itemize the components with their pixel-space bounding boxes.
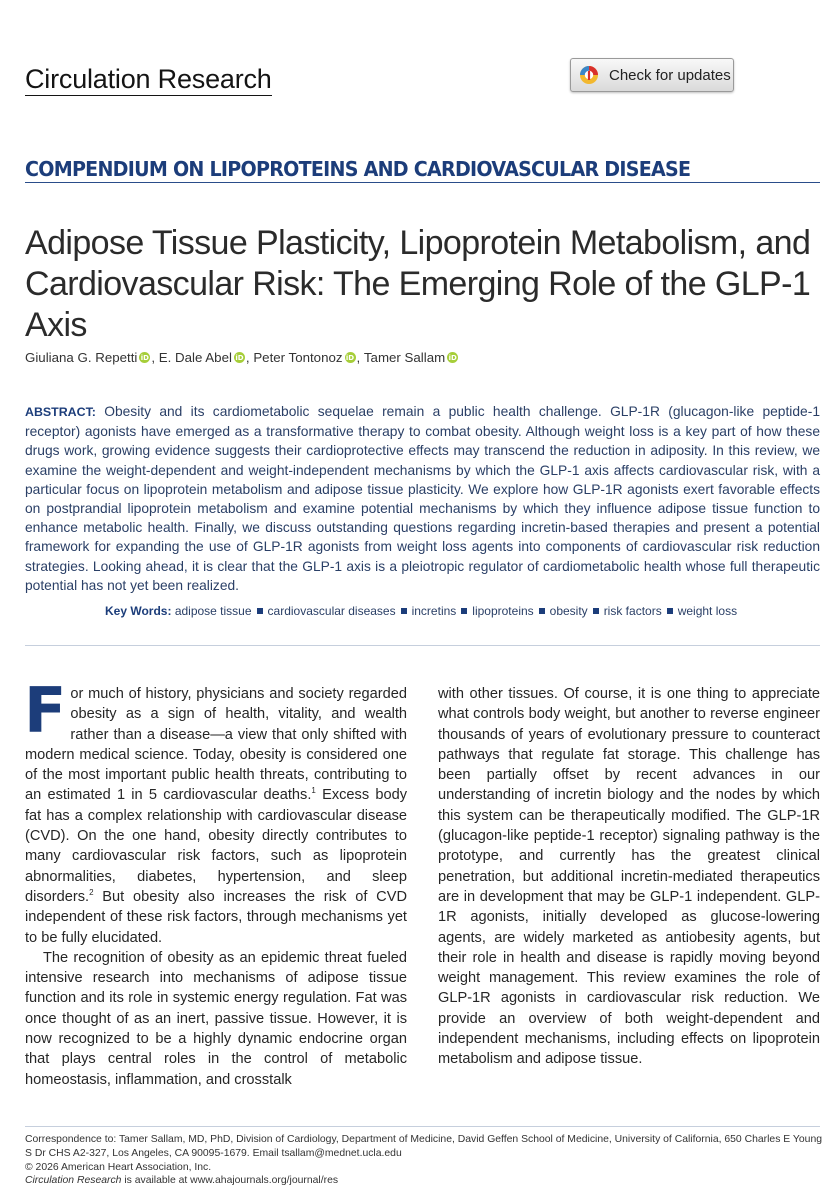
crossmark-icon bbox=[579, 65, 599, 85]
keyword[interactable]: lipoproteins bbox=[472, 604, 534, 618]
author-separator: , bbox=[356, 350, 364, 365]
bullet-square-icon bbox=[667, 608, 673, 614]
author-name[interactable]: Giuliana G. Repetti bbox=[25, 350, 138, 365]
body-column-right bbox=[438, 684, 820, 1070]
orcid-icon[interactable]: iD bbox=[448, 353, 457, 362]
copyright-note: © 2026 American Heart Association, Inc. bbox=[25, 1161, 212, 1173]
abstract-label: ABSTRACT: bbox=[25, 405, 96, 419]
bullet-square-icon bbox=[539, 608, 545, 614]
keyword[interactable]: weight loss bbox=[677, 604, 738, 618]
author-name[interactable]: E. Dale Abel bbox=[158, 350, 232, 365]
reference-link[interactable]: 2 bbox=[89, 888, 94, 898]
footer bbox=[25, 1133, 825, 1188]
author-separator: , bbox=[151, 350, 159, 365]
orcid-icon[interactable]: iD bbox=[345, 353, 355, 362]
header-divider bbox=[25, 182, 820, 183]
keyword[interactable]: risk factors bbox=[603, 604, 662, 618]
availability-note bbox=[25, 1174, 825, 1188]
journal-name[interactable]: Circulation Research bbox=[25, 64, 272, 94]
author-name[interactable]: Peter Tontonoz bbox=[253, 350, 343, 365]
body-paragraph: with other tissues. Of course, it is one thing to appreciate what controls body weight, but another to reverse engineer thousands of years of evolutionary pressure to counteract pathways that regulate fat storage. This challenge has been partially offset by recent advances in our understanding of incretin biology and the nodes by which this system can be therapeutically modified. The GLP-1R (glucagon-like peptide-1 receptor) signaling pathway is the prototype, and currently has the greatest clinical penetration, but additional incretin-mediated therapeutics are in development that may be GLP-1 independent. GLP-1R agonists, initially developed as glucose-lowering agents, are widely marketed as antiobesity agents, but their role in health and disease is rapidly moving beyond weight management. This review examines the role of GLP-1R agonists in cardiovascular risk reduction. We provide an overview of both weight-dependent and independent mechanisms, including effects on lipoprotein metabolism and adipose tissue. bbox=[438, 686, 820, 1068]
article-title: Adipose Tissue Plasticity, Lipoprotein Metabolism, and Cardiovascular Risk: The Emerging Role of the GLP-1 Axis bbox=[25, 223, 811, 344]
abstract bbox=[25, 402, 820, 595]
footer-divider bbox=[25, 1126, 820, 1127]
abstract-text: Obesity and its cardiometabolic sequelae remain a public health challenge. GLP-1R (glucagon-like peptide-1 receptor) agonists have emerged as a transformative therapy to combat obesity. Although weight loss is a key part of how these drugs work, growing evidence suggests their cardioprotective effects may transcend the reduction in adiposity. In this review, we examine the weight-dependent and weight-independent mechanisms by which the GLP-1 axis affects cardiovascular risk, with a particular focus on lipoprotein metabolism and adipose tissue plasticity. We explore how GLP-1R agonists exert favorable effects on postprandial lipoprotein metabolism and examine potential mechanisms by which they influence adipose tissue function to enhance metabolic health. Finally, we discuss outstanding questions regarding incretin-based therapies and present a potential framework for expanding the use of GLP-1R agonists from weight loss agents into components of cardiovascular risk reduction strategies. Looking ahead, it is clear that the GLP-1 axis is a pleiotropic regulator of cardiometabolic health whose full therapeutic potential has not yet been realized. bbox=[25, 404, 820, 593]
orcid-icon[interactable]: iD bbox=[235, 353, 244, 362]
author-name[interactable]: Tamer Sallam bbox=[363, 350, 446, 365]
paragraph-text: But obesity also increases the risk of CVD independent of these risk factors, through mechanisms yet to be fully elucidated. bbox=[25, 888, 407, 946]
section-divider bbox=[25, 645, 820, 646]
keyword[interactable]: incretins bbox=[411, 604, 457, 618]
paragraph-text: or much of history, physicians and society regarded obesity as a sign of health, vitality, and wealth rather than a disease—a view that only shifted with modern medical science. Today, obesity is considered one of the most important public health threats, contributing to an estimated 1 in 5 cardiovascular deaths. bbox=[25, 686, 407, 804]
bullet-square-icon bbox=[257, 608, 263, 614]
journal-name-italic: Circulation Research bbox=[25, 1175, 122, 1187]
intro-paragraph bbox=[24, 674, 407, 948]
keywords-label: Key Words: bbox=[105, 604, 172, 618]
keyword[interactable]: adipose tissue bbox=[174, 604, 252, 618]
correspondence-note: Correspondence to: Tamer Sallam, MD, PhD, Division of Cardiology, Department of Medicine, David Geffen School of Medicine, University of California, 650 Charles E Young S Dr CHS A2-327, Los Angeles, CA 90095-1679. Email tsallam@mednet.ucla.edu bbox=[25, 1134, 823, 1159]
orcid-icon[interactable]: iD bbox=[140, 353, 149, 362]
drop-cap: F bbox=[24, 674, 67, 747]
bullet-square-icon bbox=[401, 608, 407, 614]
compendium-heading: COMPENDIUM ON LIPOPROTEINS AND CARDIOVASCULAR DISEASE bbox=[25, 157, 691, 181]
paragraph-text: Excess body fat has a complex relationship with cardiovascular disease (CVD). On the one hand, obesity directly contributes to many cardiovascular risk factors, such as lipoprotein abnormalities, diabetes, hypertension, and sleep disorders. bbox=[25, 787, 407, 905]
author-separator: , bbox=[245, 350, 254, 365]
check-for-updates-label: Check for updates bbox=[609, 66, 731, 84]
keyword[interactable]: obesity bbox=[549, 604, 588, 618]
check-for-updates-button[interactable] bbox=[570, 58, 734, 92]
availability-text[interactable]: is available at www.ahajournals.org/journal/res bbox=[121, 1175, 339, 1187]
body-column-left bbox=[24, 674, 407, 1090]
keywords bbox=[105, 604, 737, 618]
body-paragraph: The recognition of obesity as an epidemic threat fueled intensive research into mechanisms of adipose tissue function and its role in systemic energy regulation. Fat was once thought of as an inert, passive tissue. However, it is now recognized to be a highly dynamic endocrine organ that plays central roles in the control of metabolic homeostasis, inflammation, and crosstalk bbox=[25, 949, 407, 1088]
author-list bbox=[25, 350, 459, 365]
keyword[interactable]: cardiovascular diseases bbox=[267, 604, 396, 618]
reference-link[interactable]: 1 bbox=[311, 786, 316, 796]
bullet-square-icon bbox=[461, 608, 467, 614]
bullet-square-icon bbox=[593, 608, 599, 614]
